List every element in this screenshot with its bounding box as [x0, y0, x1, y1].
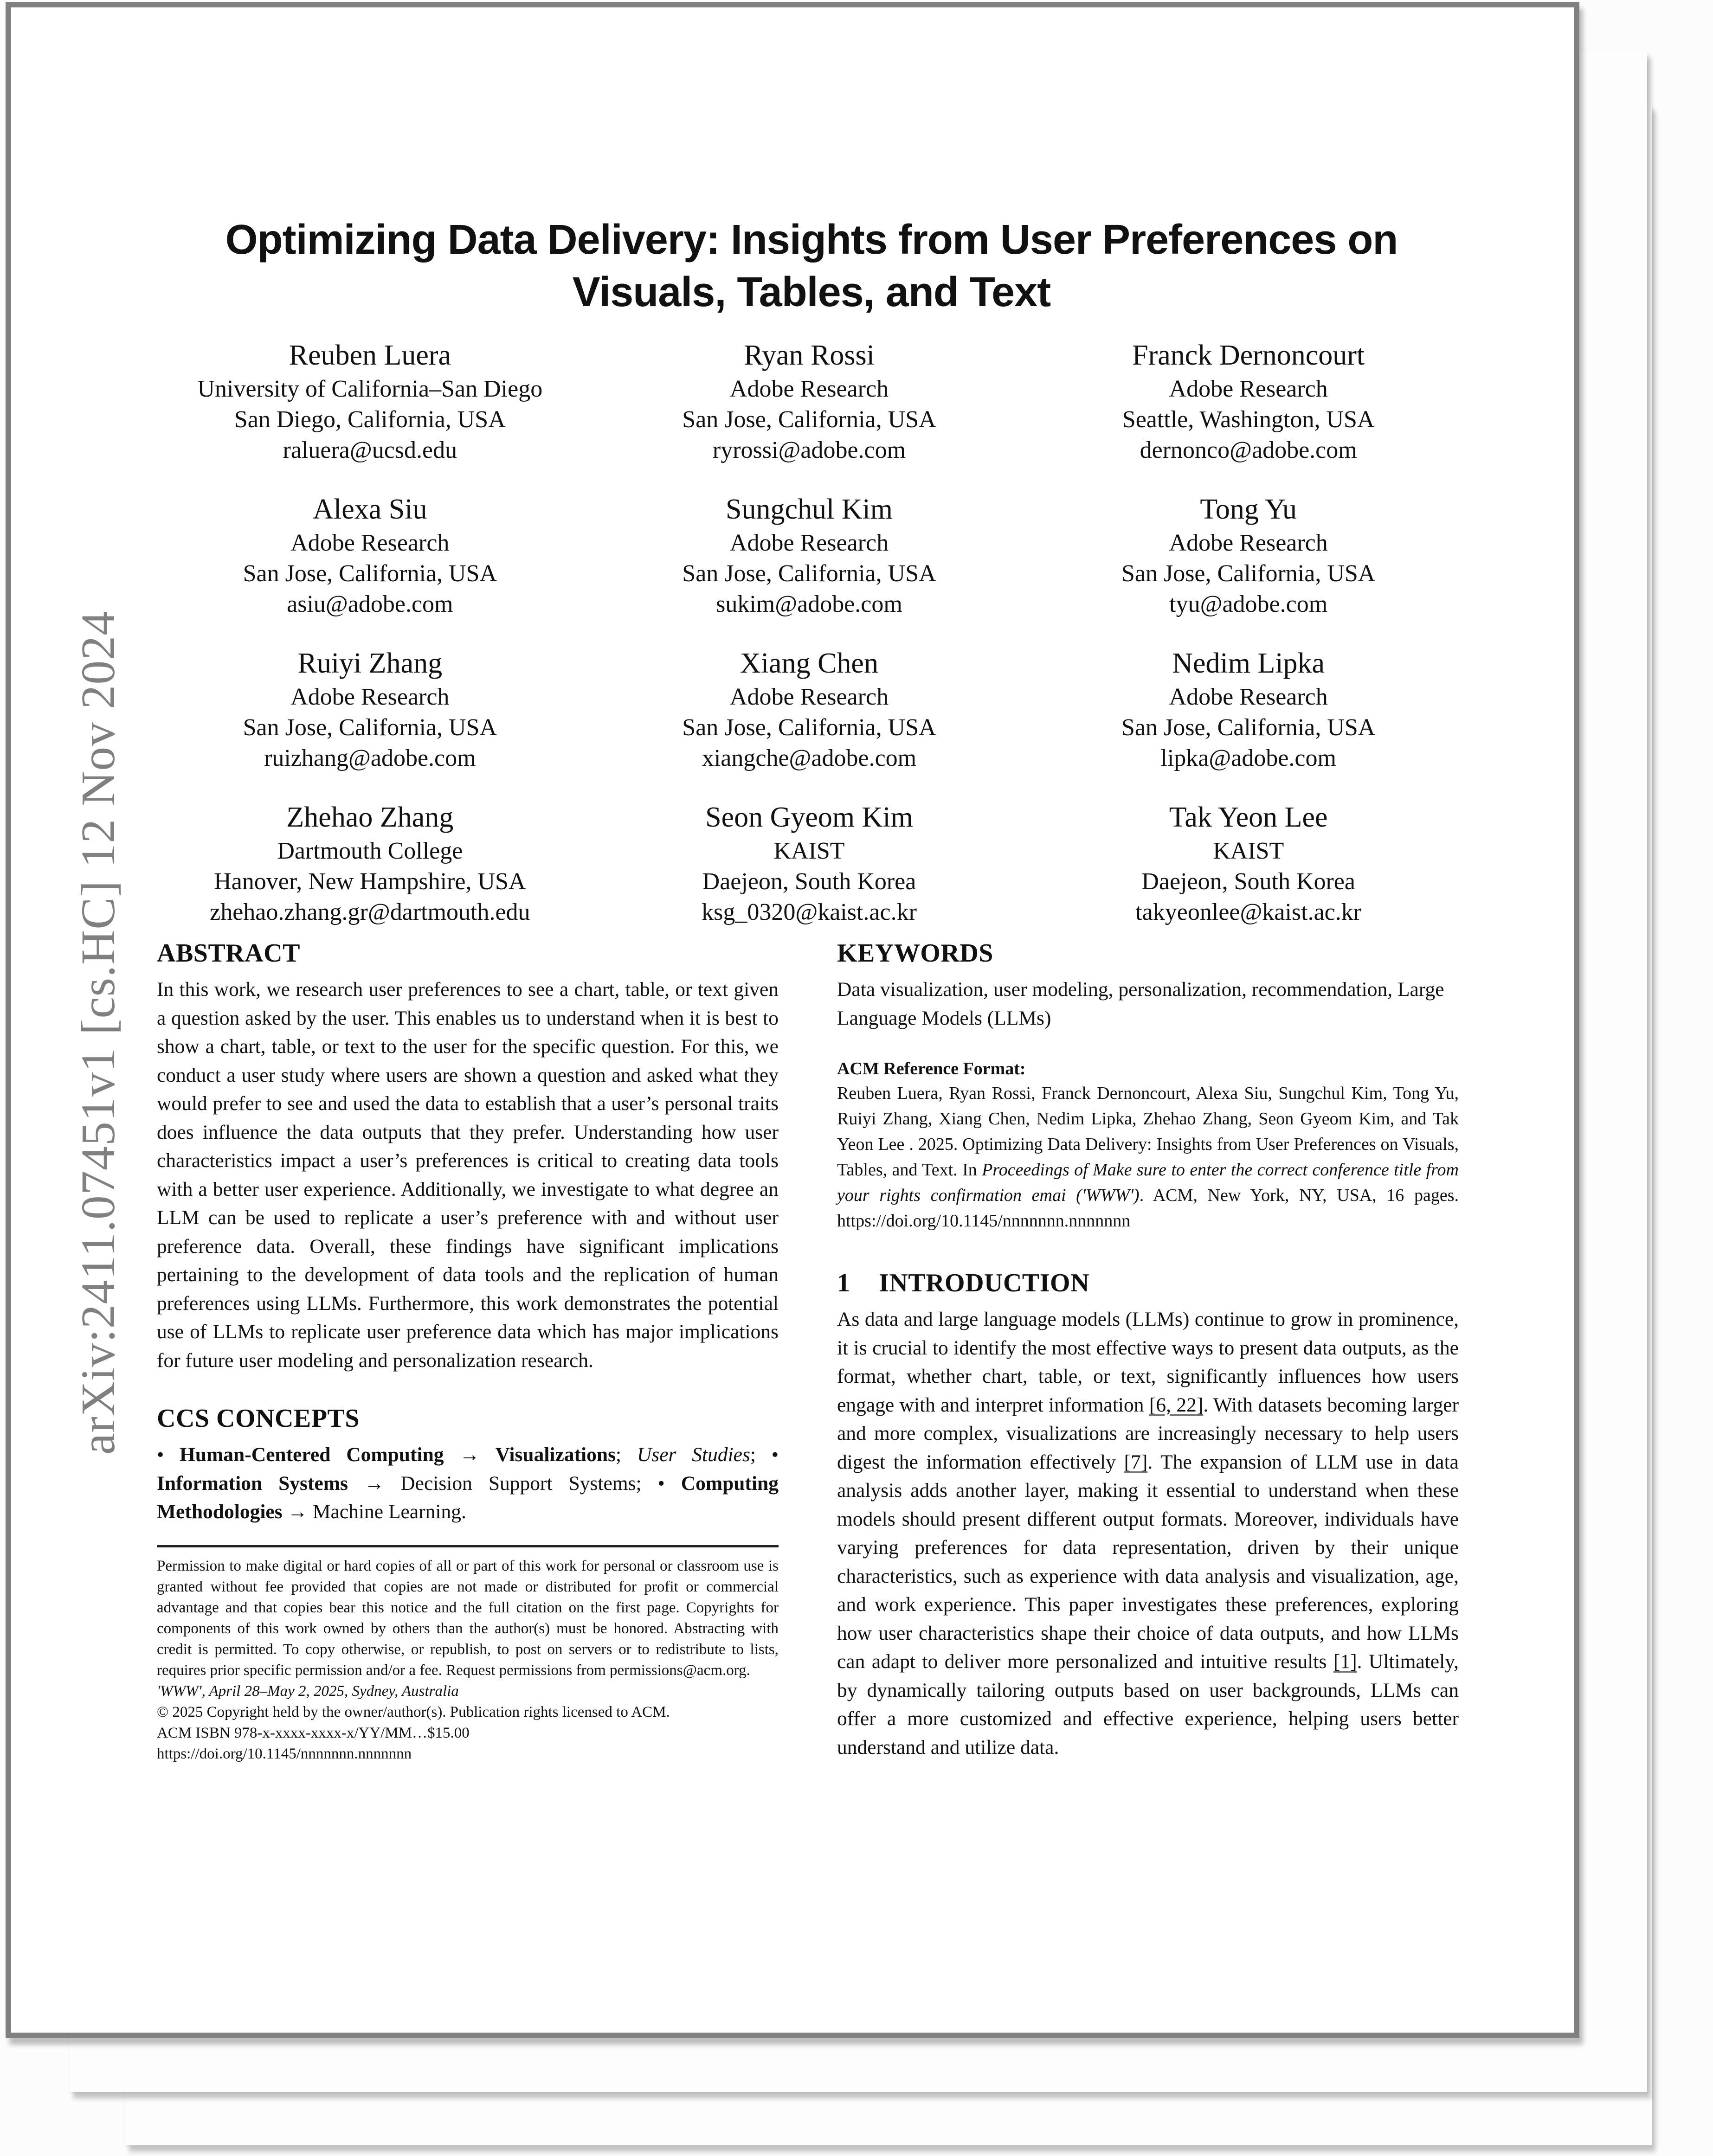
acm-reference-section	[837, 1057, 1459, 1234]
citation-link[interactable]: [1]	[1333, 1650, 1357, 1673]
author-affiliation: Adobe Research	[290, 530, 450, 556]
paper-page	[6, 2, 1579, 2038]
author-affiliation: Dartmouth College	[277, 838, 463, 864]
author-affiliation: Adobe Research	[290, 684, 450, 710]
section-number: 1	[837, 1269, 850, 1297]
author-name: Ryan Rossi	[744, 340, 875, 371]
isbn-line: ACM ISBN 978-x-xxxx-xxxx-x/YY/MM…$15.00	[157, 1724, 470, 1741]
permission-notice: Permission to make digital or hard copies of all or part of this work for personal or classroom use is granted without fee provided that copies are not made or distributed for profit or commercial advantage and that copies bear this notice and the full citation on the first page. Copyrights for components of this work owned by others than the author(s) must be honored. Abstracting with credit is permitted. To copy otherwise, or republish, to post on servers or to redistribute to lists, requires prior specific permission and/or a fee. Request permissions from permissions@acm.org.	[157, 1557, 779, 1679]
keywords-text: Data visualization, user modeling, personalization, recommendation, Large Language Models (LLMs)	[837, 978, 1444, 1029]
author-name: Seon Gyeom Kim	[705, 802, 913, 833]
ccs-bullet: •	[157, 1444, 164, 1466]
author-name: Sungchul Kim	[726, 494, 893, 525]
arrow-icon: →	[287, 1501, 308, 1523]
copyright-footnote	[157, 1556, 779, 1765]
author-name: Ruiyi Zhang	[297, 648, 443, 679]
ccs-separator: ;	[636, 1472, 642, 1495]
author-location: San Diego, California, USA	[234, 406, 506, 433]
author-affiliation: Adobe Research	[729, 684, 889, 710]
author-email[interactable]: asiu@adobe.com	[287, 591, 453, 617]
ccs-bullet: •	[657, 1472, 665, 1495]
author-name: Franck Dernoncourt	[1132, 340, 1365, 371]
arrow-icon: →	[364, 1472, 385, 1495]
author-affiliation: Adobe Research	[1169, 530, 1328, 556]
ccs-concepts-text	[157, 1441, 779, 1527]
author-location: Seattle, Washington, USA	[1122, 406, 1375, 433]
right-column	[837, 937, 1459, 1762]
author-block	[1029, 645, 1468, 774]
author-email[interactable]: xiangche@adobe.com	[702, 745, 917, 771]
author-block	[590, 645, 1029, 774]
author-affiliation: KAIST	[773, 838, 845, 864]
author-location: San Jose, California, USA	[1121, 560, 1376, 587]
ccs-concept: Visualizations	[495, 1444, 616, 1466]
author-name: Tong Yu	[1200, 494, 1297, 525]
footnote-divider	[157, 1545, 779, 1547]
ccs-concept: Decision Support Systems	[400, 1472, 636, 1495]
author-name: Alexa Siu	[313, 494, 427, 525]
left-column	[157, 937, 779, 1765]
author-name: Tak Yeon Lee	[1169, 802, 1328, 833]
abstract-text: In this work, we research user preferences to see a chart, table, or text given a question asked by the user. This enables us to understand when it is best to show a chart, table, or text to the user for the specific question. For this, we conduct a user study where users are shown a question and asked what they would prefer to see and used the data to establish that a user’s personal traits does influence the data outputs that they prefer. Understanding how user characteristics impact a user’s preferences is critical to creating data tools with a better user experience. Additionally, we investigate to what degree an LLM can be used to replicate a user’s preference with and without user preference data. Overall, these findings have significant implications pertaining to the development of data tools and the replication of human preferences using LLMs. Furthermore, this work demonstrates the potential use of LLMs to replicate user preference data which has major implications for future user modeling and personalization research.	[157, 978, 779, 1372]
ccs-extra-concept: User Studies	[637, 1444, 750, 1466]
paper-title: Optimizing Data Delivery: Insights from User Preferences on Visuals, Tables, and Text	[225, 217, 1398, 315]
ccs-heading: CCS CONCEPTS	[157, 1404, 360, 1433]
intro-text-segment: . Ultimately, by dynamically tailoring outputs based on user backgrounds, LLMs can offer a more customized and effective experience, helping users better understand and utilize data.	[837, 1650, 1459, 1758]
author-name: Nedim Lipka	[1172, 648, 1325, 679]
author-email[interactable]: sukim@adobe.com	[716, 591, 902, 617]
intro-text-segment: As data and large language models (LLMs) continue to grow in prominence, it is crucial to identify the most effective ways to present data outputs, as the format, whether chart, table, or text, significantly influences how users engage with and interpret information	[837, 1308, 1459, 1416]
author-affiliation: Adobe Research	[729, 530, 889, 556]
author-block	[1029, 491, 1468, 620]
acm-reference-text	[837, 1081, 1459, 1234]
author-email[interactable]: lipka@adobe.com	[1160, 745, 1336, 771]
ccs-bullet: •	[771, 1444, 779, 1466]
author-affiliation: KAIST	[1213, 838, 1284, 864]
introduction-section	[837, 1267, 1459, 1762]
author-location: Daejeon, South Korea	[702, 868, 916, 895]
ccs-concept: Machine Learning	[312, 1501, 461, 1523]
introduction-heading	[837, 1267, 1459, 1299]
author-location: San Jose, California, USA	[682, 560, 936, 587]
abstract-heading: ABSTRACT	[157, 939, 300, 968]
author-location: San Jose, California, USA	[243, 714, 497, 741]
ccs-category: Computing Methodologies	[157, 1472, 779, 1523]
ccs-concepts-section	[157, 1403, 779, 1527]
author-location: San Jose, California, USA	[1121, 714, 1376, 741]
author-email[interactable]: tyu@adobe.com	[1169, 591, 1328, 617]
author-affiliation: University of California–San Diego	[197, 376, 543, 402]
acm-reference-heading: ACM Reference Format:	[837, 1059, 1026, 1078]
author-location: Hanover, New Hampshire, USA	[214, 868, 526, 895]
keywords-heading: KEYWORDS	[837, 939, 993, 968]
author-email[interactable]: ksg_0320@kaist.ac.kr	[702, 899, 917, 925]
author-email[interactable]: zhehao.zhang.gr@dartmouth.edu	[210, 899, 530, 925]
author-block	[590, 337, 1029, 466]
citation-link[interactable]: [7]	[1124, 1450, 1148, 1473]
keywords-section	[837, 937, 1459, 1033]
author-email[interactable]: ruizhang@adobe.com	[264, 745, 476, 771]
author-location: Daejeon, South Korea	[1141, 868, 1355, 895]
ccs-separator: .	[461, 1501, 466, 1523]
author-location: San Jose, California, USA	[243, 560, 497, 587]
author-email[interactable]: dernonco@adobe.com	[1140, 437, 1357, 463]
author-block	[1029, 337, 1468, 466]
author-email[interactable]: takyeonlee@kaist.ac.kr	[1135, 899, 1362, 925]
author-affiliation: Adobe Research	[729, 376, 889, 402]
ccs-category: Human-Centered Computing	[180, 1444, 444, 1466]
author-name: Xiang Chen	[740, 648, 878, 679]
author-block	[590, 491, 1029, 620]
intro-text-segment: . With datasets becoming larger and more complex, visualizations are increasingly necessary to help users digest the information effectively	[837, 1393, 1459, 1473]
copyright-line: © 2025 Copyright held by the owner/author(s). Publication rights licensed to ACM.	[157, 1703, 670, 1720]
reference-doi[interactable]: . ACM, New York, NY, USA, 16 pages. https://doi.org/10.1145/nnnnnnn.nnnnnnn	[837, 1186, 1459, 1231]
author-name: Reuben Luera	[289, 340, 451, 371]
author-block	[590, 799, 1029, 928]
author-block	[150, 645, 590, 774]
citation-link[interactable]: [6, 22]	[1149, 1393, 1204, 1416]
doi-link[interactable]: https://doi.org/10.1145/nnnnnnn.nnnnnnn	[157, 1745, 412, 1762]
reference-citation: Reuben Luera, Ryan Rossi, Franck Dernoncourt, Alexa Siu, Sungchul Kim, Tong Yu, Ruiyi Zhang, Xiang Chen, Nedim Lipka, Zhehao Zhang, Seon Gyeom Kim, and Tak Yeon Lee . 2025. Optimizing Data Delivery: Insights from User Preferences on Visuals, Tables, and Text. In	[837, 1084, 1459, 1180]
introduction-text	[837, 1305, 1459, 1762]
intro-text-segment: . The expansion of LLM use in data analysis adds another layer, making it essential to understand when these models should present different output formats. Moreover, individuals have varying preferences for data representation, driven by their unique characteristics, such as experience with data analysis and visualization, age, and work experience. This paper investigates these preferences, exploring how user characteristics shape their choice of data outputs, and how LLMs can adapt to deliver more personalized and intuitive results	[837, 1450, 1459, 1673]
ccs-separator: ;	[750, 1444, 756, 1466]
reference-proceedings: Proceedings of Make sure to enter the correct conference title from your rights confirmation emai ('WWW')	[837, 1160, 1459, 1205]
author-location: San Jose, California, USA	[682, 406, 936, 433]
author-block	[1029, 799, 1468, 928]
arxiv-identifier-stamp: arXiv:2411.07451v1 [cs.HC] 12 Nov 2024	[71, 610, 125, 1455]
ccs-category: Information Systems	[157, 1472, 348, 1495]
author-block	[150, 337, 590, 466]
arrow-icon: →	[459, 1444, 480, 1466]
author-affiliation: Adobe Research	[1169, 376, 1328, 402]
ccs-separator: ;	[616, 1444, 637, 1466]
conference-venue: 'WWW', April 28–May 2, 2025, Sydney, Australia	[157, 1682, 459, 1700]
section-title: INTRODUCTION	[879, 1269, 1090, 1297]
author-email[interactable]: ryrossi@adobe.com	[712, 437, 906, 463]
author-email[interactable]: raluera@ucsd.edu	[283, 437, 457, 463]
author-block	[150, 799, 590, 928]
author-affiliation: Adobe Research	[1169, 684, 1328, 710]
author-block	[150, 491, 590, 620]
author-name: Zhehao Zhang	[286, 802, 454, 833]
author-location: San Jose, California, USA	[682, 714, 936, 741]
abstract-section	[157, 937, 779, 1375]
author-grid	[150, 337, 1468, 928]
